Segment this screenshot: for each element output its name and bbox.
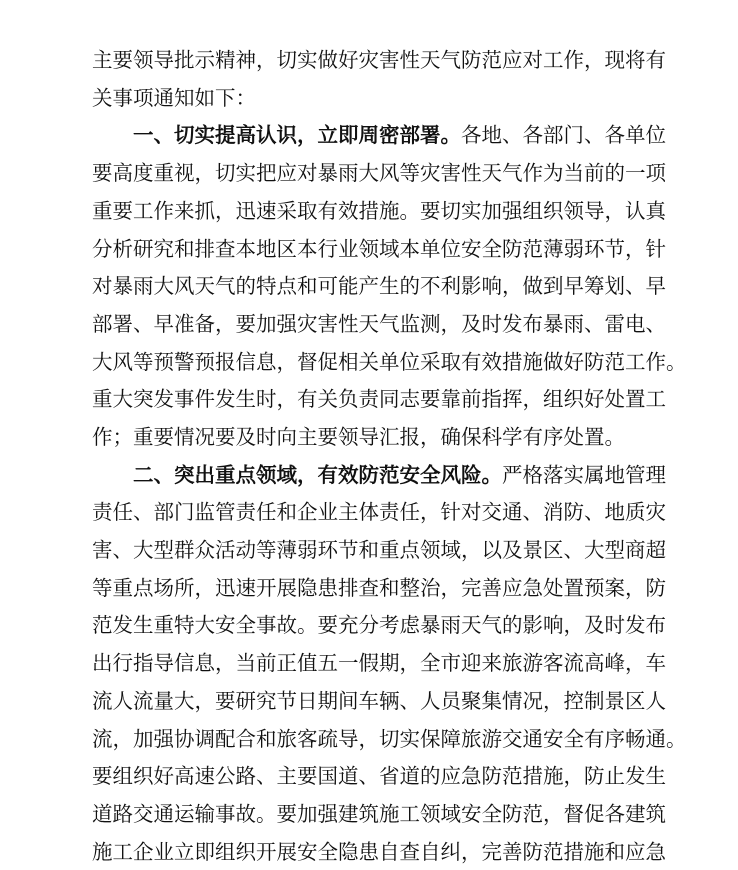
paragraph-line: 重要工作来抓，迅速采取有效措施。要切实加强组织领导，认真 — [92, 199, 666, 223]
paragraph-line: 主要领导批示精神，切实做好灾害性天气防范应对工作，现将有 — [92, 48, 666, 72]
paragraph-line: 范发生重特大安全事故。要充分考虑暴雨天气的影响，及时发布 — [92, 613, 666, 637]
paragraph-line: 等重点场所，迅速开展隐患排查和整治，完善应急处置预案，防 — [92, 576, 666, 600]
section-heading-line — [133, 457, 666, 493]
paragraph-line: 要高度重视，切实把应对暴雨大风等灾害性天气作为当前的一项 — [92, 161, 666, 185]
paragraph-line: 分析研究和排查本地区本行业领域本单位安全防范薄弱环节，针 — [92, 237, 666, 261]
section-heading-line — [133, 117, 666, 153]
paragraph-line: 出行指导信息，当前正值五一假期，全市迎来旅游客流高峰，车 — [92, 651, 666, 675]
paragraph-line: 要组织好高速公路、主要国道、省道的应急防范措施，防止发生 — [92, 764, 666, 788]
paragraph-line: 作；重要情况要及时向主要领导汇报，确保科学有序处置。 — [92, 425, 625, 449]
paragraph-line: 施工企业立即组织开展安全隐患自查自纠，完善防范措施和应急 — [92, 840, 666, 864]
paragraph-line: 道路交通运输事故。要加强建筑施工领域安全防范，督促各建筑 — [92, 802, 666, 826]
paragraph-text: 严格落实属地管理 — [502, 463, 666, 487]
paragraph-line: 流，加强协调配合和旅客疏导，切实保障旅游交通安全有序畅通。 — [92, 727, 687, 751]
paragraph-line: 大风等预警预报信息，督促相关单位采取有效措施做好防范工作。 — [92, 350, 687, 374]
paragraph-text: 各地、各部门、各单位 — [461, 123, 666, 147]
paragraph-line: 流人流量大，要研究节日期间车辆、人员聚集情况，控制景区人 — [92, 689, 666, 713]
paragraph-line: 关事项通知如下： — [92, 86, 256, 110]
paragraph-line: 对暴雨大风天气的特点和可能产生的不利影响，做到早筹划、早 — [92, 274, 666, 298]
paragraph-line: 重大突发事件发生时，有关负责同志要靠前指挥，组织好处置工 — [92, 387, 666, 411]
section-heading-1: 一、切实提高认识，立即周密部署。 — [133, 123, 461, 147]
paragraph-line: 部署、早准备，要加强灾害性天气监测，及时发布暴雨、雷电、 — [92, 312, 666, 336]
section-heading-2: 二、突出重点领域，有效防范安全风险。 — [133, 463, 502, 487]
paragraph-line: 责任、部门监管责任和企业主体责任，针对交通、消防、地质灾 — [92, 500, 666, 524]
paragraph-line: 害、大型群众活动等薄弱环节和重点领域，以及景区、大型商超 — [92, 538, 666, 562]
